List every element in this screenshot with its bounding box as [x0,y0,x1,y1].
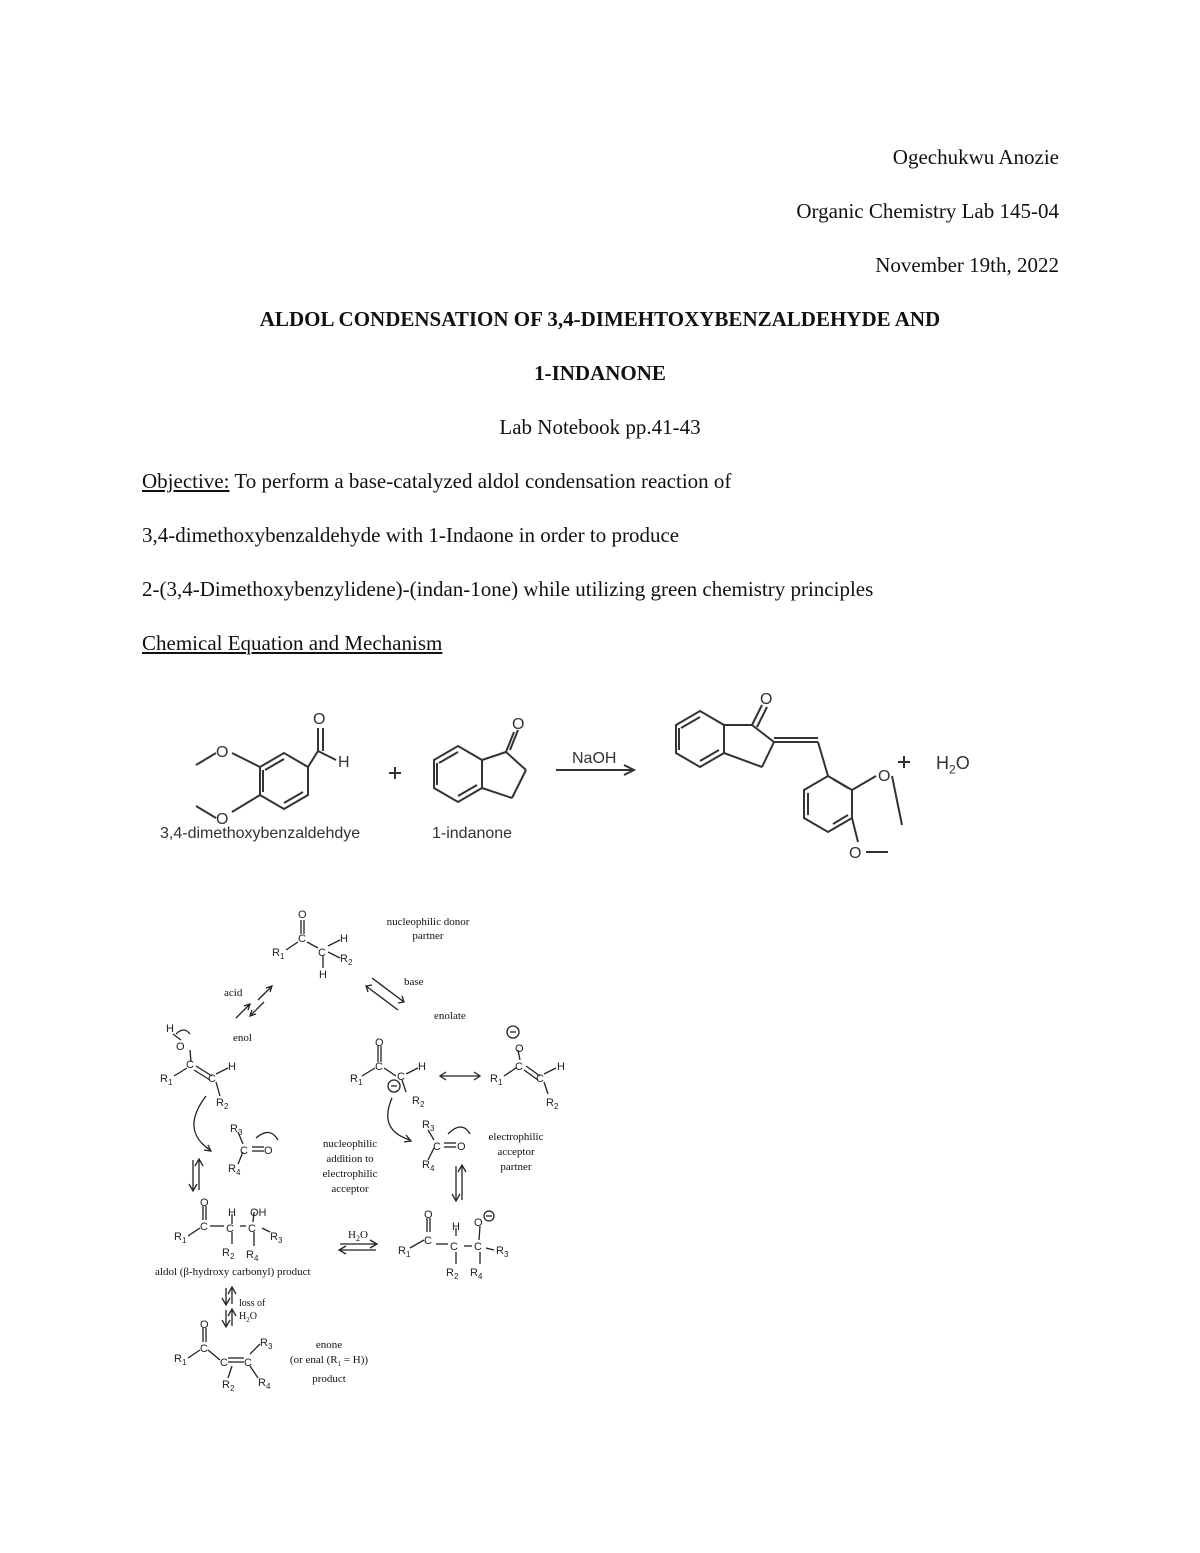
m-c-17: C [200,1343,208,1355]
m-c-13: C [248,1223,256,1235]
aldehyde-oxygen-label: O [313,711,326,728]
reactant-2-name: 1-indanone [432,825,513,842]
enone-line-2-sub: 1 [337,1360,342,1369]
report-title-line-2: 1-INDANONE [534,361,666,385]
m-r4-1: $R_4$ [228,1163,241,1177]
m-o-9: O [474,1217,483,1229]
acceptor-line-1: electrophilic [488,1131,544,1143]
m-r2-1: $R_2$ [340,953,353,967]
methoxy-oxygen-label-2: O [216,811,229,828]
base-label: base [404,976,424,988]
m-r2-6: $R_2$ [446,1267,459,1281]
m-h-2: H [319,969,327,981]
reactant-1-name: 3,4-dimethoxybenzaldehdye [160,825,361,842]
enol-label: enol [233,1032,252,1044]
m-o-10: O [200,1319,209,1331]
m-o-3: O [264,1145,273,1157]
enone-line-2 [284,1353,374,1372]
water-equilibrium-label [348,1229,368,1245]
m-r2-7: $R_2$ [222,1379,235,1393]
m-h-8: H [452,1221,460,1233]
m-h-7: H [228,1207,236,1219]
loss-of-water-label [239,1297,265,1327]
m-c-19: C [244,1357,252,1369]
mech-water-sub: 2 [355,1234,360,1244]
author-name: Ogechukwu Anozie [892,145,1059,169]
m-c-5: C [240,1145,248,1157]
m-o-2: O [176,1041,185,1053]
addition-line-1: nucleophilic [322,1138,378,1150]
donor-label-line-2: partner [412,930,444,942]
m-c-7: C [397,1071,405,1083]
methoxy-oxygen-label-1: O [216,744,229,761]
enone-product-label [284,1338,374,1387]
m-r3-2: $R_3$ [422,1119,435,1133]
m-r4-5: $R_4$ [258,1377,271,1391]
donor-label [378,915,478,943]
m-r1-3: $R_1$ [350,1073,363,1087]
m-c-8: C [515,1061,523,1073]
acceptor-label [476,1130,556,1175]
m-c-11: C [200,1221,208,1233]
objective-text-1: To perform a base-catalyzed aldol condensation reaction of [229,469,732,493]
m-c-2: C [318,947,326,959]
addition-line-4: acceptor [331,1183,369,1195]
loss-sub: 2 [246,1316,250,1324]
product-oxygen-label: O [760,691,773,708]
m-o-8: O [424,1209,433,1221]
m-r2-3: $R_2$ [412,1095,425,1109]
aldol-product-label: aldol (β-hydroxy carbonyl) product [155,1266,311,1278]
enolate-label: enolate [434,1010,466,1022]
m-r3-3: $R_3$ [270,1231,283,1245]
enone-line-2-start: (or enal (R [289,1354,338,1366]
m-r3-1: $R_3$ [230,1123,243,1137]
mech-water-o: O [359,1229,368,1241]
m-c-12: C [226,1223,234,1235]
m-h-3: H [166,1023,174,1035]
report-date: November 19th, 2022 [875,253,1059,277]
loss-line-2 [239,1310,265,1327]
acceptor-line-3: partner [500,1161,532,1173]
m-c-14: C [424,1235,432,1247]
loss-o: O [249,1311,257,1322]
acceptor-line-2: acceptor [497,1146,535,1158]
m-r1-5: $R_1$ [174,1231,187,1245]
section-heading: Chemical Equation and Mechanism [142,631,443,655]
m-c-10: C [433,1141,441,1153]
acid-label: acid [224,987,243,999]
water-h: H [936,753,949,773]
m-r1-4: $R_1$ [490,1073,503,1087]
addition-line-2: addition to [326,1153,374,1165]
m-r2-2: $R_2$ [216,1097,229,1111]
water-subscript: 2 [949,762,956,777]
addition-line-3: electrophilic [322,1168,378,1180]
reagent-label: NaOH [572,750,617,767]
m-c-3: C [186,1059,194,1071]
m-r3-5: $R_3$ [260,1337,273,1351]
product-methoxy-oxygen-label-1: O [878,768,891,785]
m-r1-2: $R_1$ [160,1073,173,1087]
m-r3-4: $R_3$ [496,1245,509,1259]
objective-label: Objective: [142,469,230,493]
m-r1-7: $R_1$ [174,1353,187,1367]
m-c-18: C [220,1357,228,1369]
m-r1-6: $R_1$ [398,1245,411,1259]
m-oh-1: OH [250,1207,267,1219]
objective-paragraph-line-2: 3,4-dimethoxybenzaldehyde with 1-Indaone in order to produce [142,523,680,547]
enone-line-2-end: = H)) [341,1354,369,1366]
m-c-6: C [375,1061,383,1073]
course-name: Organic Chemistry Lab 145-04 [796,199,1059,223]
loss-h: H [239,1311,247,1322]
m-r4-3: $R_4$ [246,1249,259,1263]
m-r1-1: $R_1$ [272,947,285,961]
m-r4-2: $R_4$ [422,1159,435,1173]
enone-line-3: product [312,1373,346,1386]
m-r2-5: $R_2$ [222,1247,235,1261]
m-h-5: H [418,1061,426,1073]
m-o-7: O [200,1197,209,1209]
m-h-4: H [228,1061,236,1073]
water-o: O [955,753,970,773]
m-c-1: C [298,933,306,945]
m-c-4: C [208,1073,216,1085]
m-c-16: C [474,1241,482,1253]
m-o-5: O [515,1043,524,1055]
m-r2-4: $R_2$ [546,1097,559,1111]
m-o-1: O [298,909,307,921]
m-r4-4: $R_4$ [470,1267,483,1281]
notebook-reference: Lab Notebook pp.41-43 [499,415,701,439]
m-h-6: H [557,1061,565,1073]
objective-paragraph-line-3: 2-(3,4-Dimethoxybenzylidene)-(indan-1one) while utilizing green chemistry principles [142,577,874,601]
mech-water-h: H [348,1229,356,1241]
m-h-1: H [340,933,348,945]
m-o-6: O [457,1141,466,1153]
m-o-4: O [375,1037,384,1049]
m-c-15: C [450,1241,458,1253]
report-title-line-1: ALDOL CONDENSATION OF 3,4-DIMEHTOXYBENZALDEHYDE AND [259,307,941,331]
enone-line-1: enone [315,1339,343,1351]
aldehyde-hydrogen-label: H [338,754,350,771]
donor-label-line-1: nucleophilic donor [386,916,470,928]
loss-line-1: loss of [239,1298,266,1309]
m-c-9: C [536,1073,544,1085]
indanone-oxygen-label: O [512,716,525,733]
nucleophilic-addition-label [310,1137,390,1197]
product-methoxy-oxygen-label-2: O [849,845,862,862]
